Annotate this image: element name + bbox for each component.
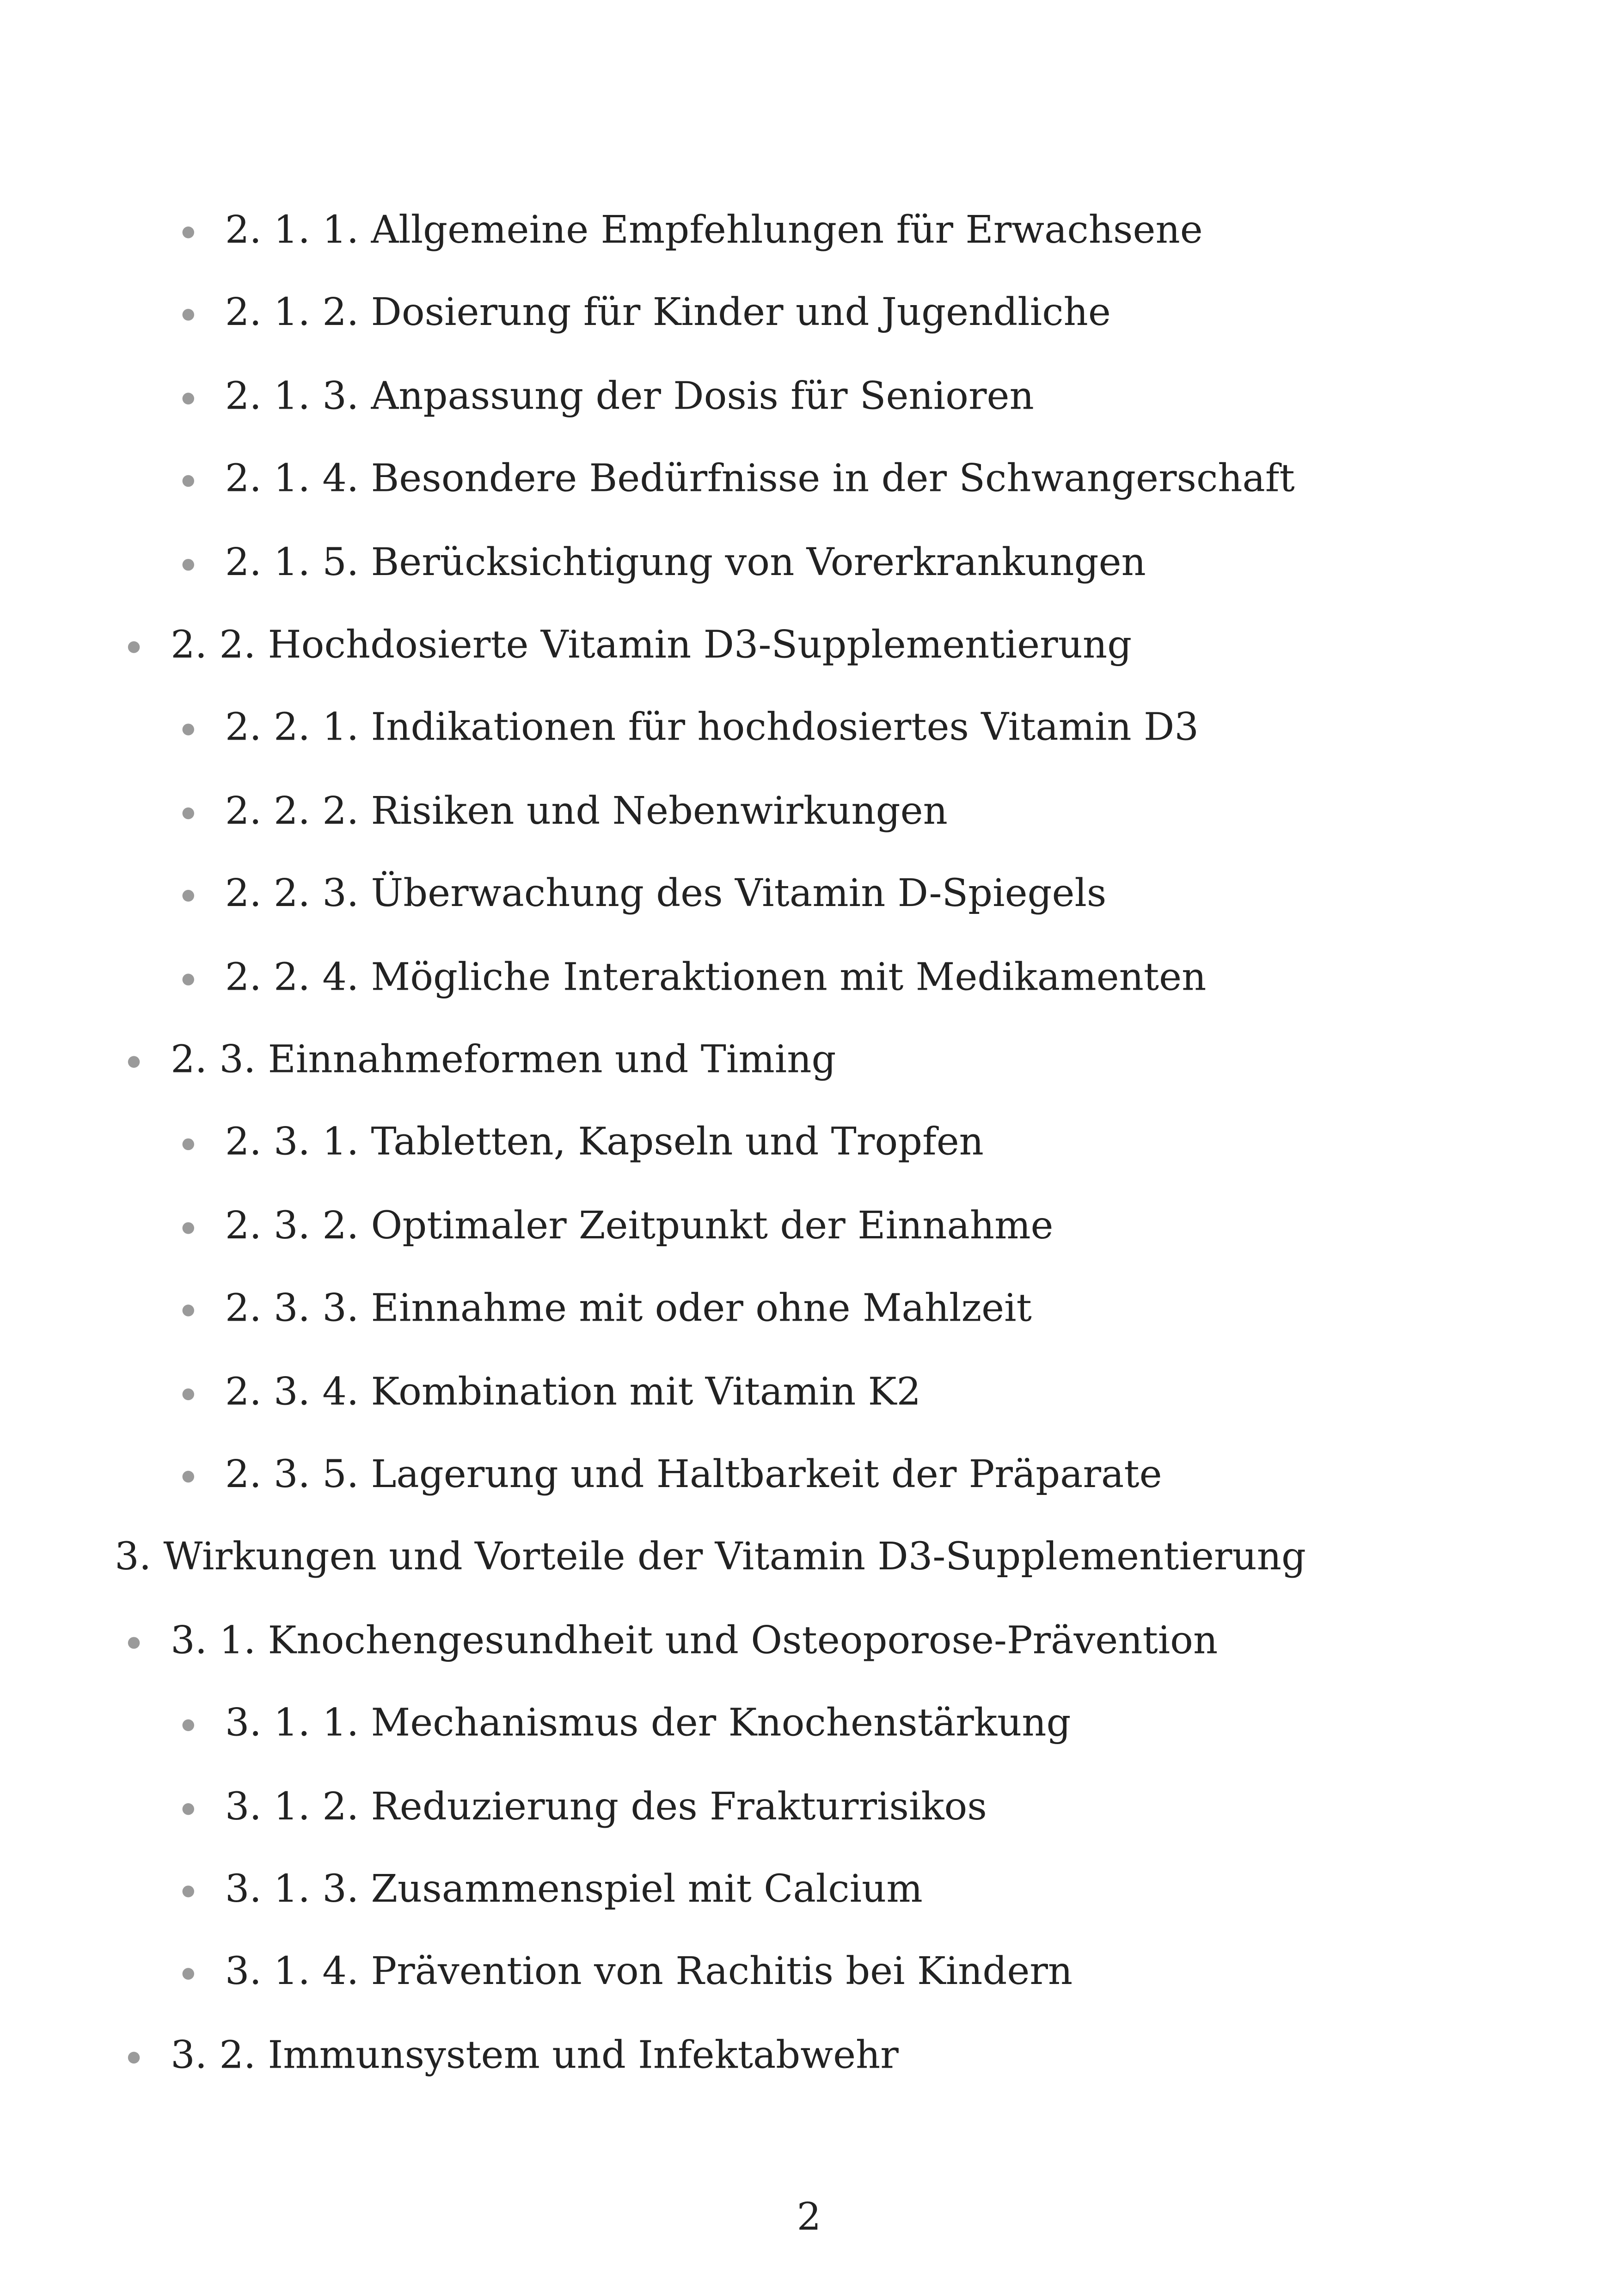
toc-entry-label: 2. 2. 3. Überwachung des Vitamin D-Spiegels [225, 872, 1107, 917]
bullet-icon [128, 1637, 140, 1648]
toc-entry-label: 3. Wirkungen und Vorteile der Vitamin D3-Supplementierung [115, 1536, 1306, 1580]
toc-entry[interactable] [0, 1951, 1618, 1998]
toc-entry[interactable] [0, 1370, 1618, 1417]
toc-entry[interactable] [0, 2033, 1618, 2081]
toc-entry[interactable] [0, 872, 1618, 919]
bullet-icon [183, 475, 194, 487]
toc-entry[interactable] [0, 292, 1618, 339]
toc-entry-label: 2. 1. 2. Dosierung für Kinder und Jugendliche [225, 292, 1111, 336]
toc-entry[interactable] [0, 1536, 1618, 1583]
bullet-icon [183, 1803, 194, 1814]
toc-entry-label: 2. 2. 1. Indikationen für hochdosiertes Vitamin D3 [225, 706, 1199, 751]
bullet-icon [183, 1471, 194, 1482]
toc-entry-label: 3. 1. 4. Prävention von Rachitis bei Kindern [225, 1951, 1073, 1995]
toc-entry[interactable] [0, 955, 1618, 1002]
toc-entry-label: 2. 1. 1. Allgemeine Empfehlungen für Erwachsene [225, 208, 1203, 253]
toc-entry-label: 2. 3. 2. Optimaler Zeitpunkt der Einnahme [225, 1204, 1054, 1249]
bullet-icon [183, 392, 194, 404]
toc-entry[interactable] [0, 1121, 1618, 1168]
toc-entry-label: 2. 1. 3. Anpassung der Dosis für Senioren [225, 374, 1034, 419]
toc-entry-label: 3. 2. Immunsystem und Infektabwehr [171, 2033, 899, 2078]
toc-entry-label: 2. 3. Einnahmeformen und Timing [171, 1038, 836, 1083]
toc-entry[interactable] [0, 626, 1618, 670]
bullet-icon [183, 973, 194, 985]
bullet-icon [183, 1720, 194, 1731]
toc-entry-label: 2. 1. 5. Berücksichtigung von Vorerkrankungen [225, 540, 1146, 585]
toc-entry-label: 2. 2. 4. Mögliche Interaktionen mit Medikamenten [225, 955, 1207, 1000]
toc-entry-label: 3. 1. Knochengesundheit und Osteoporose-Prävention [171, 1619, 1218, 1663]
bullet-icon [128, 1056, 140, 1068]
toc-entry-label: 2. 3. 3. Einnahme mit oder ohne Mahlzeit [225, 1287, 1032, 1332]
toc-entry[interactable] [0, 1867, 1618, 1915]
bullet-icon [128, 2051, 140, 2063]
bullet-icon [183, 1388, 194, 1399]
toc-entry-label: 2. 2. 2. Risiken und Nebenwirkungen [225, 789, 948, 834]
bullet-icon [183, 558, 194, 570]
bullet-icon [183, 1305, 194, 1316]
bullet-icon [128, 641, 140, 653]
bullet-icon [183, 309, 194, 321]
toc-entry-label: 2. 2. Hochdosierte Vitamin D3-Supplementierung [171, 624, 1132, 668]
toc-entry[interactable] [0, 1038, 1618, 1085]
toc-entry-label: 3. 1. 3. Zusammenspiel mit Calcium [225, 1867, 923, 1912]
toc-entry[interactable] [0, 1702, 1618, 1749]
toc-entry-label: 2. 3. 1. Tabletten, Kapseln und Tropfen [225, 1121, 984, 1166]
toc-entry[interactable] [0, 460, 1618, 504]
toc-entry[interactable] [0, 374, 1618, 422]
toc-entry-label: 2. 3. 5. Lagerung und Haltbarkeit der Präparate [225, 1453, 1162, 1498]
bullet-icon [183, 890, 194, 902]
bullet-icon [183, 724, 194, 736]
toc-entry-label: 2. 1. 4. Besondere Bedürfnisse in der Schwangerschaft [225, 458, 1295, 502]
bullet-icon [183, 1886, 194, 1897]
toc-entry-label: 2. 3. 4. Kombination mit Vitamin K2 [225, 1370, 921, 1414]
bullet-icon [183, 227, 194, 238]
toc-entry[interactable] [0, 540, 1618, 588]
toc-entry[interactable] [0, 1287, 1618, 1334]
page-number: 2 [797, 2196, 821, 2240]
toc-entry[interactable] [0, 1619, 1618, 1666]
bullet-icon [183, 807, 194, 819]
toc-entry[interactable] [0, 1785, 1618, 1832]
bullet-icon [183, 1139, 194, 1151]
toc-entry[interactable] [0, 1453, 1618, 1500]
toc-entry-label: 3. 1. 1. Mechanismus der Knochenstärkung [225, 1702, 1071, 1746]
toc-entry[interactable] [0, 208, 1618, 256]
toc-entry[interactable] [0, 706, 1618, 753]
bullet-icon [183, 1968, 194, 1980]
toc-entry[interactable] [0, 1204, 1618, 1251]
bullet-icon [183, 1222, 194, 1233]
toc-entry[interactable] [0, 789, 1618, 836]
toc-entry-label: 3. 1. 2. Reduzierung des Frakturrisikos [225, 1785, 987, 1829]
